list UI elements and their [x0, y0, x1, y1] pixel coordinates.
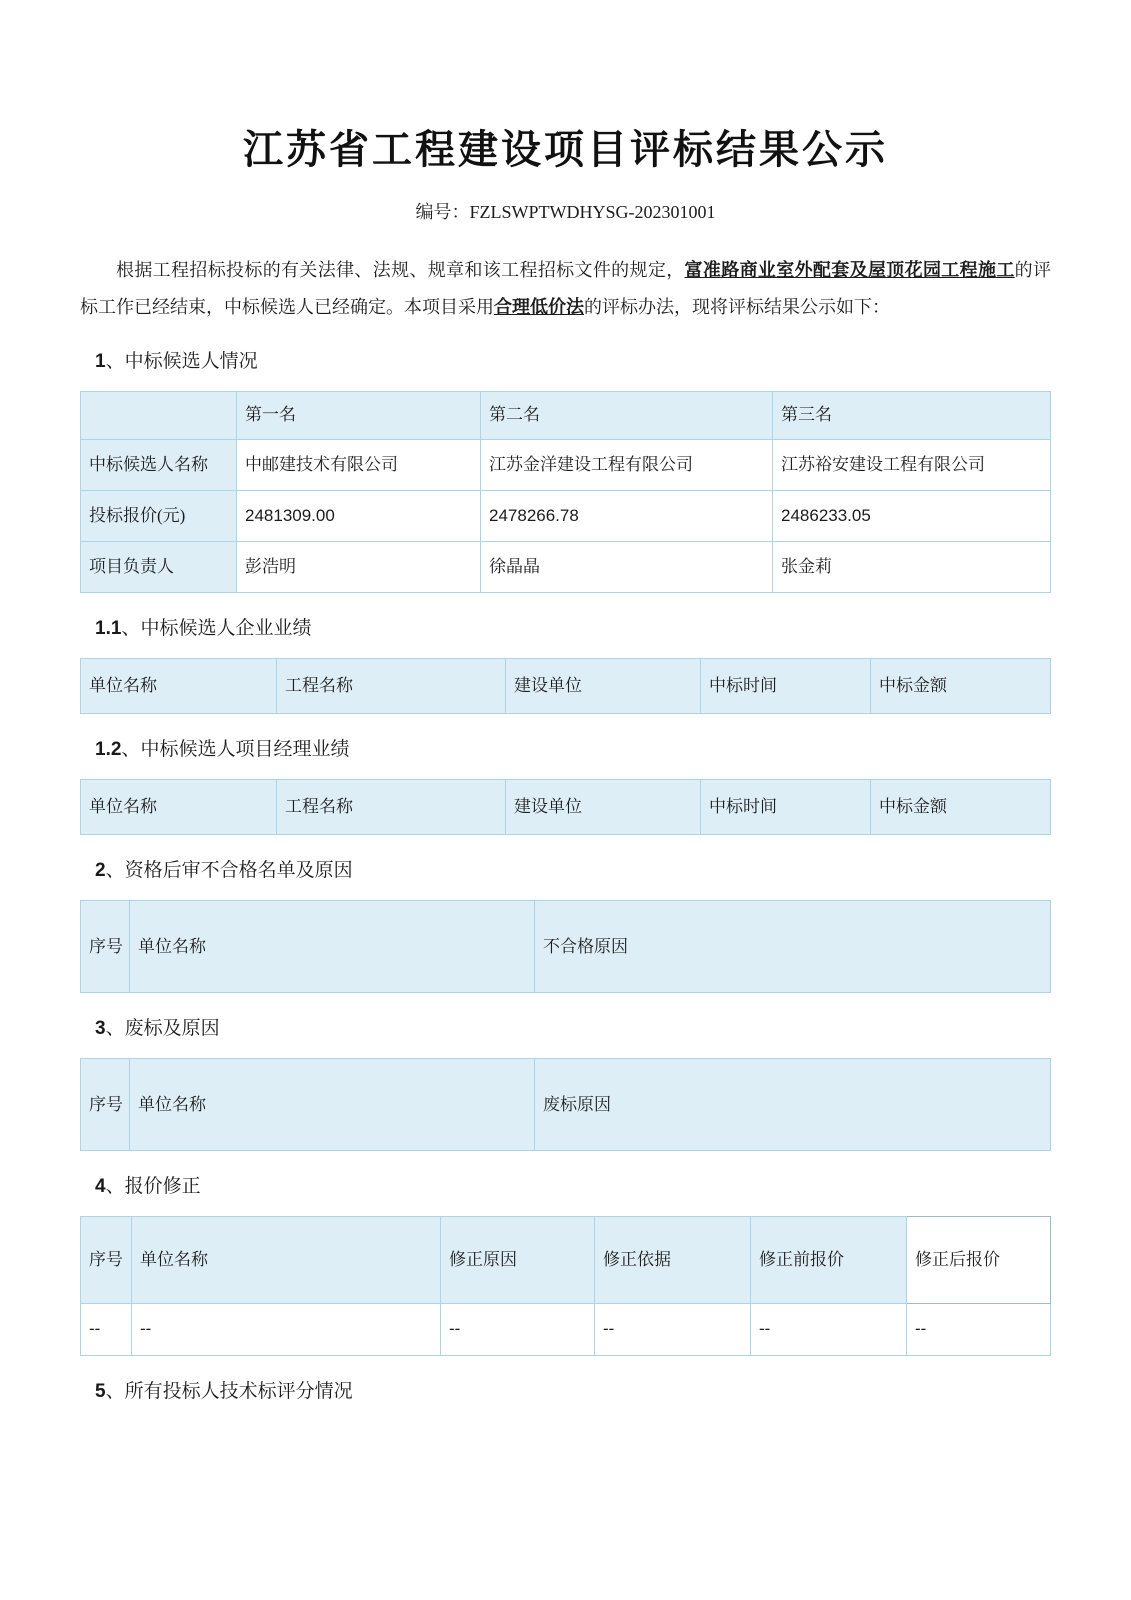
cell-seq-no: -- [81, 1304, 132, 1356]
candidate-1-manager: 彭浩明 [237, 542, 481, 593]
rejected-table [80, 1058, 1051, 1151]
column-header-owner: 建设单位 [506, 780, 701, 835]
cell-unit-name: -- [132, 1304, 441, 1356]
candidate-1-price: 2481309.00 [237, 491, 481, 542]
column-header-rank3: 第三名 [773, 392, 1051, 440]
section-heading-candidates [95, 349, 1051, 375]
section-title: 废标及原因 [124, 1018, 220, 1039]
table-header-row [81, 1217, 1051, 1304]
column-header-disqualify-reason: 不合格原因 [535, 901, 1051, 993]
section-separator: 、 [121, 618, 141, 639]
candidate-1-name: 中邮建技术有限公司 [237, 440, 481, 491]
section-heading-company-performance [95, 616, 1051, 642]
section-title: 资格后审不合格名单及原因 [124, 860, 353, 881]
section-number: 5 [95, 1381, 106, 1402]
evaluation-method: 合理低价法 [494, 297, 584, 317]
column-header-award-amount: 中标金额 [871, 780, 1051, 835]
intro-paragraph [80, 252, 1051, 326]
section-title: 中标候选人项目经理业绩 [140, 739, 350, 760]
candidate-2-name: 江苏金洋建设工程有限公司 [481, 440, 773, 491]
column-header-rank2: 第二名 [481, 392, 773, 440]
section-number: 4 [95, 1176, 106, 1197]
column-header-seq-no: 序号 [81, 901, 130, 993]
column-header-reject-reason: 废标原因 [535, 1059, 1051, 1151]
doc-number-line [80, 201, 1051, 223]
table-header-row [81, 901, 1051, 993]
section-title: 报价修正 [124, 1176, 201, 1197]
table-row-bid-price [81, 491, 1051, 542]
candidates-table [80, 391, 1051, 593]
intro-tail: 的评标办法，现将评标结果公示如下： [584, 297, 890, 317]
column-header-correction-reason: 修正原因 [441, 1217, 595, 1304]
company-performance-table [80, 658, 1051, 714]
row-label: 投标报价(元) [81, 491, 237, 542]
column-header-project-name: 工程名称 [277, 780, 506, 835]
doc-number-label: 编号： [415, 202, 470, 222]
section-number: 3 [95, 1018, 106, 1039]
table-header-row [81, 659, 1051, 714]
section-separator: 、 [105, 1018, 125, 1039]
section-title: 所有投标人技术标评分情况 [124, 1381, 353, 1402]
table-header-row [81, 780, 1051, 835]
table-row-candidate-name [81, 440, 1051, 491]
column-header-seq-no: 序号 [81, 1217, 132, 1304]
section-heading-price-correction [95, 1174, 1051, 1200]
corner-cell [81, 392, 237, 440]
table-row-empty [81, 1304, 1051, 1356]
section-heading-disqualified [95, 858, 1051, 884]
column-header-owner: 建设单位 [506, 659, 701, 714]
column-header-rank1: 第一名 [237, 392, 481, 440]
column-header-award-time: 中标时间 [701, 780, 871, 835]
column-header-unit-name: 单位名称 [130, 1059, 535, 1151]
table-header-row [81, 1059, 1051, 1151]
row-label: 项目负责人 [81, 542, 237, 593]
section-separator: 、 [105, 1381, 125, 1402]
candidate-2-price: 2478266.78 [481, 491, 773, 542]
intro-lead: 根据工程招标投标的有关法律、法规、规章和该工程招标文件的规定， [116, 260, 685, 280]
row-label: 中标候选人名称 [81, 440, 237, 491]
cell-correction-reason: -- [441, 1304, 595, 1356]
cell-price-after: -- [907, 1304, 1051, 1356]
section-heading-rejected [95, 1016, 1051, 1042]
table-header-row [81, 392, 1051, 440]
column-header-unit-name: 单位名称 [81, 780, 277, 835]
project-name: 富准路商业室外配套及屋顶花园工程施工 [684, 260, 1015, 280]
column-header-price-before: 修正前报价 [751, 1217, 907, 1304]
candidate-3-name: 江苏裕安建设工程有限公司 [773, 440, 1051, 491]
column-header-project-name: 工程名称 [277, 659, 506, 714]
section-number: 1 [95, 351, 106, 372]
cell-correction-basis: -- [595, 1304, 751, 1356]
candidate-3-price: 2486233.05 [773, 491, 1051, 542]
column-header-unit-name: 单位名称 [132, 1217, 441, 1304]
section-title: 中标候选人企业业绩 [140, 618, 312, 639]
section-heading-tech-score [95, 1379, 1051, 1405]
cell-price-before: -- [751, 1304, 907, 1356]
section-number: 2 [95, 860, 106, 881]
page-title: 江苏省工程建设项目评标结果公示 [243, 127, 888, 172]
candidate-2-manager: 徐晶晶 [481, 542, 773, 593]
price-correction-table [80, 1216, 1051, 1356]
column-header-unit-name: 单位名称 [81, 659, 277, 714]
candidate-3-manager: 张金莉 [773, 542, 1051, 593]
section-number: 1.2 [95, 739, 122, 760]
column-header-award-amount: 中标金额 [871, 659, 1051, 714]
column-header-seq-no: 序号 [81, 1059, 130, 1151]
section-separator: 、 [105, 1176, 125, 1197]
section-heading-manager-performance [95, 737, 1051, 763]
manager-performance-table [80, 779, 1051, 835]
column-header-correction-basis: 修正依据 [595, 1217, 751, 1304]
table-row-project-manager [81, 542, 1051, 593]
column-header-unit-name: 单位名称 [130, 901, 535, 993]
column-header-price-after: 修正后报价 [907, 1217, 1051, 1304]
doc-number-value: FZLSWPTWDHYSG-202301001 [469, 202, 716, 222]
section-separator: 、 [121, 739, 141, 760]
column-header-award-time: 中标时间 [701, 659, 871, 714]
disqualified-table [80, 900, 1051, 993]
section-number: 1.1 [95, 618, 122, 639]
section-title: 中标候选人情况 [124, 351, 258, 372]
intro-mid: 的评标工作已经结束，中标候选人已经确定。本项目采用 [80, 260, 1052, 317]
section-separator: 、 [105, 860, 125, 881]
section-separator: 、 [105, 351, 125, 372]
